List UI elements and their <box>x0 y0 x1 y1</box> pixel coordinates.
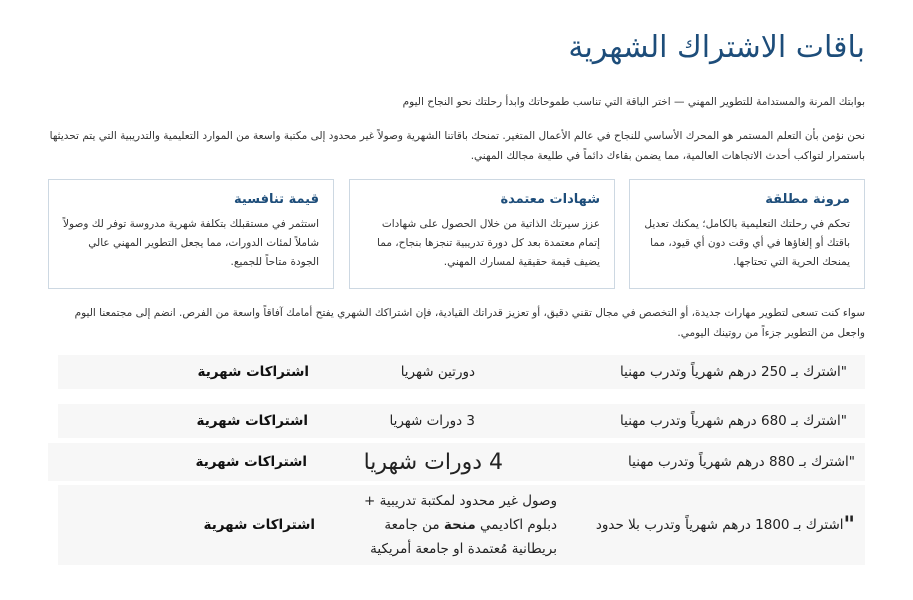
feature-card-title: قيمة تنافسية <box>234 192 319 207</box>
feature-card-text: استثمر في مستقبلك بتكلفة شهرية مدروسة توفر لك وصولاً شاملاً لمئات الدورات، مما يجعل التطوير المهني عالي الجودة متاحاً للجميع. <box>63 218 319 268</box>
page-subtitle: بوابتك المرنة والمستدامة للتطوير المهني — اختر الباقة التي تناسب طموحاتك وابدأ رحلتك نحو النجاح اليوم <box>402 96 865 108</box>
plan-offer: "اشترك بـ 680 درهم شهرياً وتدرب مهنيا <box>620 413 847 429</box>
feature-card-certificates <box>349 179 615 289</box>
plan-offer <box>596 485 855 565</box>
plan-detail-line: وصول غير محدود لمكتبة تدريبية + <box>364 493 557 509</box>
plan-badge: اشتراكات شهرية <box>203 517 315 533</box>
plan-detail <box>364 485 557 565</box>
plan-offer: "اشترك بـ 880 درهم شهرياً وتدرب مهنيا <box>628 454 855 470</box>
plan-row[interactable] <box>58 404 865 438</box>
feature-card-text: تحكم في رحلتك التعليمية بالكامل؛ يمكنك تعديل باقتك أو إلغاؤها في أي وقت دون أي قيود، مما يمنحك الحرية التي تحتاجها. <box>644 218 850 268</box>
plan-detail: دورتين شهريا <box>400 364 475 380</box>
plan-detail-line: بريطانية مُعتمدة او جامعة أمريكية <box>370 541 557 557</box>
feature-card-flexibility <box>629 179 865 289</box>
plan-badge: اشتراكات شهرية <box>196 413 308 429</box>
scholarship-label: منحة <box>443 517 476 533</box>
plan-detail-line: دبلوم اكاديمي منحة من جامعة <box>384 517 557 533</box>
plan-row[interactable] <box>58 355 865 389</box>
plan-row[interactable] <box>58 485 865 565</box>
plan-detail: 4 دورات شهريا <box>363 449 503 475</box>
feature-card-title: مرونة مطلقة <box>765 192 850 207</box>
plan-offer-text: اشترك بـ 1800 درهم شهرياً وتدرب بلا حدود <box>595 517 844 533</box>
quote-mark: " <box>843 512 855 538</box>
intro-paragraph: نحن نؤمن بأن التعلم المستمر هو المحرك الأساسي للنجاح في عالم الأعمال المتغير. تمنحك باقاتنا الشهرية وصولاً غير محدود إلى مكتبة واسعة من الموارد التعليمية والتدريبية التي يتم تحديثها باستمرار لتواكب أحدث الاتجاهات العالمية، مما يضمن بقاءك دائماً في طليعة مجالك المهني. <box>49 130 865 162</box>
plan-offer: "اشترك بـ 250 درهم شهرياً وتدرب مهنيا <box>620 364 847 380</box>
feature-card-value <box>48 179 334 289</box>
feature-card-title: شهادات معتمدة <box>500 192 600 207</box>
feature-card-text: عزز سيرتك الذاتية من خلال الحصول على شهادات إتمام معتمدة بعد كل دورة تدريبية تنجزها بنجاح، مما يضيف قيمة حقيقية لمسارك المهني. <box>377 218 600 268</box>
plan-detail: 3 دورات شهريا <box>389 413 475 429</box>
outro-paragraph: سواء كنت تسعى لتطوير مهارات جديدة، أو التخصص في مجال تقني دقيق، أو تعزيز قدراتك القيادية، فإن اشتراكك الشهري يفتح أمامك آفاقاً واسعة من الفرص. انضم إلى مجتمعنا اليوم واجعل من التطوير جزءاً من روتينك اليومي. <box>74 307 865 339</box>
plan-row[interactable] <box>48 443 865 481</box>
feature-cards <box>48 179 865 289</box>
page-title: باقات الاشتراك الشهرية <box>568 30 865 65</box>
plan-badge: اشتراكات شهرية <box>197 364 309 380</box>
plan-badge: اشتراكات شهرية <box>195 454 307 470</box>
